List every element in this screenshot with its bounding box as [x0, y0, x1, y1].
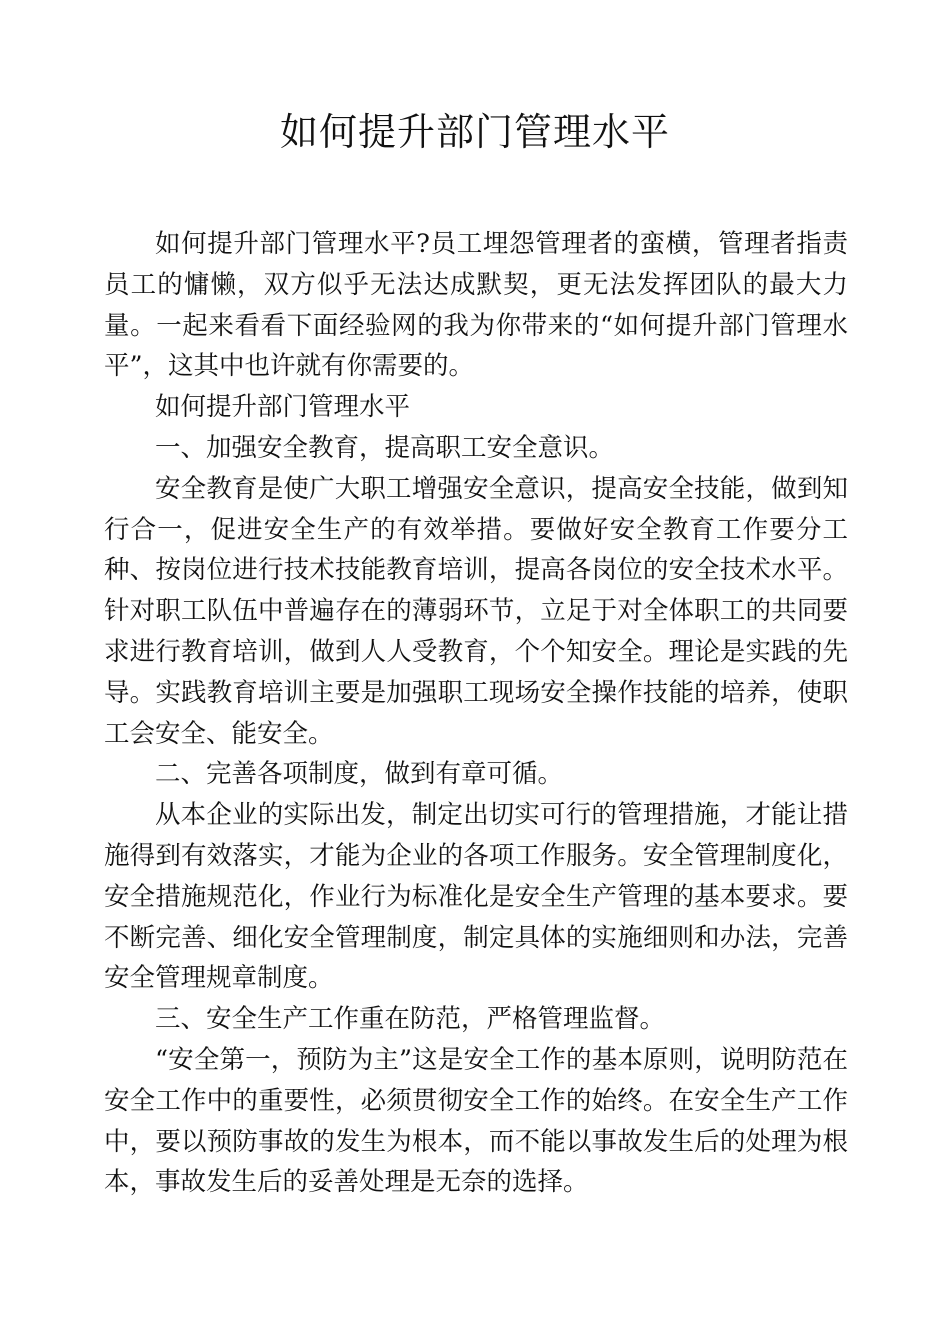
section-heading-2: 二、完善各项制度，做到有章可循。	[155, 759, 564, 790]
intro-paragraph: 如何提升部门管理水平?员工埋怨管理者的蛮横，管理者指责员工的慵懒，双方似乎无法达成默契，更无法发挥团队的最大力量。一起来看看下面经验网的我为你带来的“如何提升部门管理水平”，这其中也许就有你需要的。	[104, 229, 848, 382]
section-paragraph-3: “安全第一，预防为主”这是安全工作的基本原则，说明防范在安全工作中的重要性，必须贯彻安全工作的始终。在安全生产工作中，要以预防事故的发生为根本，而不能以事故发生后的处理为根本，事故发生后的妥善处理是无奈的选择。	[104, 1044, 848, 1198]
section-paragraph-1: 安全教育是使广大职工增强安全意识，提高安全技能，做到知行合一，促进安全生产的有效举措。要做好安全教育工作要分工种、按岗位进行技术技能教育培训，提高各岗位的安全技术水平。针对职工队伍中普遍存在的薄弱环节，立足于对全体职工的共同要求进行教育培训，做到人人受教育，个个知安全。理论是实践的先导。实践教育培训主要是加强职工现场安全操作技能的培养，使职工会安全、能安全。	[104, 473, 848, 749]
subtitle-line: 如何提升部门管理水平	[155, 392, 411, 423]
document-title: 如何提升部门管理水平	[279, 110, 670, 154]
section-paragraph-2: 从本企业的实际出发，制定出切实可行的管理措施，才能让措施得到有效落实，才能为企业的各项工作服务。安全管理制度化，安全措施规范化，作业行为标准化是安全生产管理的基本要求。要不断完善、细化安全管理制度，制定具体的实施细则和办法，完善安全管理规章制度。	[104, 800, 848, 994]
document-body	[104, 224, 848, 1203]
section-heading-3: 三、安全生产工作重在防范，严格管理监督。	[155, 1004, 666, 1035]
section-heading-1: 一、加强安全教育，提高职工安全意识。	[155, 432, 615, 463]
